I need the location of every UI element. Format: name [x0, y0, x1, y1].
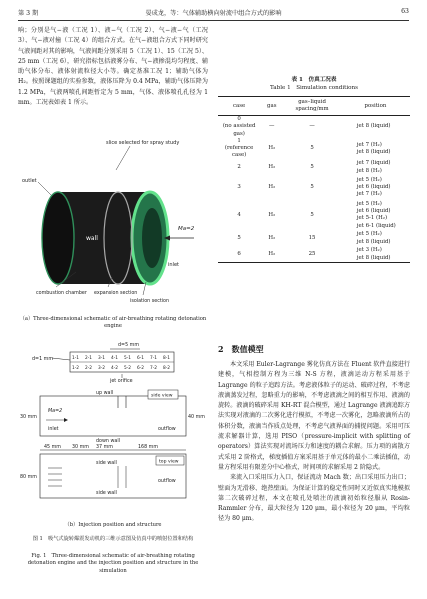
bottom-dimension-label: 168 mm [138, 445, 159, 450]
bottom-dimension-label: 45 mm [44, 445, 61, 450]
cell-position: jet 7 (liquid) jet 8 (H₂) [356, 160, 391, 174]
slice-leader [116, 146, 130, 170]
cell-spacing: 5 [310, 184, 314, 191]
cell-spacing: 5 [310, 145, 314, 152]
top-view-label: top view [159, 459, 179, 465]
header-case: case [218, 97, 260, 116]
table-1-caption [218, 76, 410, 92]
table-row [218, 231, 410, 247]
grid-cell-label: 7-2 [150, 366, 158, 371]
isolation-label [130, 298, 169, 304]
inlet-label: inlet [168, 262, 179, 268]
cell-position: jet 5 (H₂) jet 8 (liquid) [356, 231, 391, 245]
cell-case: 3 [237, 184, 241, 191]
ma-label: Ma=2 [178, 226, 195, 232]
cell-position: jet 7 (H₂) jet 8 (liquid) [356, 141, 391, 155]
cell-gas: H₂ [268, 164, 276, 171]
section-2-paragraph-2: 来流入口采用压力入口，保证流动 Mach 数；出口采用压力出口；壁面为无滑移、绝热壁面。为保证计算的稳定性同时又近似真实地模拟第二次破碎过程，本文在喷孔处喷注的液滴初始粒径服从 Rosin-Rammler 分布，最大粒径为 120 μm，最小粒径为 20 μm，平均粒径为 80 μm。 [218, 474, 410, 523]
outlet-label: outlet [22, 178, 37, 184]
grid-cell-label: 2-2 [85, 366, 93, 371]
wall-label: wall [86, 235, 98, 242]
intro-paragraph: 响；分别是气−液（工况 1）、液−气（工况 2）、气−液−气（工况 3）、气−液对撞（工况 4）的组合方式。在气−液组合方式下同时研究气液间距对其的影响，气液间距分别采用 5（工况 1）、15（工况 5）、25 mm（工况 6），研究指标包括液雾分布、气−液掺混均匀程度、辅助气体分布、液体射流粒径大小等。确定基准工况 1；辅助气体为 H₂。按照课题组的实验参数，液体压降为 0.4 MPa，辅助气体压降为 1.2 MPa，气液两喷孔间距暂定为 5 mm，气体、液体喷孔孔径为 1 mm。工况表如表 1 所示。 [18, 27, 208, 107]
bottom-dimension-label: 30 mm [72, 445, 89, 450]
grid-cell-label: 8-1 [163, 356, 171, 361]
cell-gas: H₂ [260, 247, 283, 263]
cell-case: 6 [218, 247, 260, 263]
cell-position: jet 5 (H₂) jet 6 (liquid) jet 7 (H₂) [356, 176, 391, 198]
grid-cell-label: 3-1 [98, 356, 106, 361]
section-2-paragraph-1: 本文采用 Euler-Lagrange 雾化仿真方法在 Fluent 软件直接进行建模，气相控制方程为三维 N-S 方程，液滴运动方程采用基于 Lagrange 的粒子追踪方法。考虑液体粒子的运动、破碎过程，不考虑液滴蒸发过程，忽略重力的影响，不考虑液滴之间的相互作用、液滴的旋转。液滴的破碎采用 KH-RT 混合模型，通过 Lagrange 液滴追踪方法实现对液滴的二次雾化进行模拟，不考虑一次雾化，忽略液滴所占的体积分数，液滴当作质点处理，不考虑气液界面的捕捉问题。采用可压流求解器计算，选用 PISO（pressure-implicit with splitting of operators）算法实现对流场压力和速度的耦合求解。压力项的离散方式采用 2 阶格式，梯度插值方案采用基于单元体的最小二乘法插值，动量方程采用有限差分中心格式，时间项的求解采用 2 阶隐式。 [218, 361, 410, 471]
table-row [218, 160, 410, 176]
table-1-title-en: Table 1 Simulation conditions [269, 85, 359, 91]
grid-cell-label: 6-2 [137, 366, 145, 371]
expansion-label [94, 290, 137, 296]
dim-30-label: 30 mm [20, 415, 37, 420]
dim-80-label: 80 mm [20, 475, 37, 480]
cell-case: 2 [237, 164, 241, 171]
table-1-title-zh: 表 1 仿真工况表 [291, 77, 337, 83]
grid-cell-label: 3-2 [98, 366, 106, 371]
figure-1-caption-en: Fig. 1 Three-dimensional schematic of air-breathing rotating detonation engine and the injection position and structure in the simulation [27, 553, 199, 574]
cell-gas: H₂ [268, 235, 276, 242]
side-view-label: side view [151, 393, 173, 399]
cell-spacing: 25 [283, 247, 341, 263]
cell-case: 0 (no assisted gas) [222, 116, 256, 137]
issue-number: 第 3 期 [18, 10, 39, 17]
figure-1a-caption: （a）Three-dimensional schematic of air-breathing rotating detonation engine [19, 316, 207, 330]
side-wall-top-label: side wall [96, 461, 117, 466]
running-title: 晏成龙，等：气体辅助横向射流中组合方式的影响 [145, 10, 282, 17]
down-wall-label: down wall [96, 439, 120, 444]
cell-gas: — [269, 123, 275, 130]
table-header-row [218, 97, 410, 116]
table-row [218, 116, 410, 138]
side-ma-label: Ma=2 [48, 409, 63, 414]
cell-case: 4 [237, 211, 241, 218]
inlet-core [142, 208, 162, 268]
cell-position: jet 3 (H₂) jet 8 (liquid) [341, 247, 410, 263]
outlet-face [42, 192, 74, 284]
cell-spacing: 15 [308, 235, 316, 242]
bottom-dimension-label: 37 mm [96, 445, 113, 450]
header-rule [18, 20, 409, 21]
grid-cell-label: 2-1 [85, 356, 93, 361]
combustion-label-text: combustion chamber [36, 291, 87, 296]
grid-cell-label: 6-1 [137, 356, 145, 361]
header-gas: gas [260, 97, 283, 116]
figure-1-caption-zh: 图 1 吸气式旋转爆震发动机的三维示意图及仿真中的喷射位置和结构 [32, 536, 194, 542]
grid-cell-label: 4-1 [111, 356, 119, 361]
table-row [218, 200, 410, 231]
dim-40-label: 40 mm [188, 415, 205, 420]
figure-1b-injection-structure [18, 338, 208, 518]
slice-label: slice selected for spray study [106, 140, 180, 146]
cell-gas: H₂ [268, 145, 276, 152]
jet-orifice-label: jet orifice [110, 379, 133, 384]
isolation-label-text: isolation section [130, 299, 170, 304]
dim-d1-label: d=1 mm [32, 357, 53, 362]
cell-spacing: 5 [310, 164, 314, 171]
outflow-label: outflow [158, 427, 176, 432]
grid-cell-label: 5-2 [124, 366, 132, 371]
up-wall-label: up wall [96, 391, 114, 396]
expansion-label-text: expansion section [94, 291, 138, 296]
running-header [18, 8, 409, 20]
figure-1b-caption: （b）Injection position and structure [64, 522, 162, 528]
section-2-body [218, 360, 410, 525]
cell-position: jet 8 (liquid) [356, 123, 391, 130]
cell-position: jet 5 (H₂) jet 6 (liquid) jet 5-1 (H₂) jet 6-1 (liquid) [356, 200, 396, 229]
side-inlet-label: inlet [48, 427, 59, 432]
dim-d5-label: d=5 mm [118, 343, 139, 348]
cell-case: 1 (reference case) [224, 137, 254, 159]
left-intro-text [18, 26, 208, 108]
cell-case: 5 [237, 235, 241, 242]
combustion-label [36, 290, 87, 296]
grid-cell-label: 5-1 [124, 356, 132, 361]
bottom-dimension-labels [44, 444, 158, 450]
dim-d1-leader [52, 358, 70, 360]
section-2-heading: 2 数值模型 [218, 344, 264, 354]
top-outflow-label: outflow [158, 479, 176, 484]
grid-cell-label: 1-1 [72, 356, 80, 361]
cell-spacing: — [309, 123, 315, 130]
header-position: position [341, 97, 410, 116]
side-wall-bottom-label: side wall [96, 491, 117, 496]
header-spacing: gas–liquid spacing/mm [283, 97, 341, 116]
grid-cell-label: 1-2 [72, 366, 80, 371]
simulation-conditions-table [218, 96, 410, 263]
table-row [218, 247, 410, 263]
page-number: 63 [401, 8, 409, 15]
table-row [218, 138, 410, 160]
cell-gas: H₂ [268, 211, 276, 218]
grid-cell-label: 4-2 [111, 366, 119, 371]
figure-1a-engine-schematic [18, 122, 208, 312]
grid-cell-label: 8-2 [163, 366, 171, 371]
table-row [218, 176, 410, 200]
cell-gas: H₂ [268, 184, 276, 191]
grid-cell-label: 7-1 [150, 356, 158, 361]
cell-spacing: 5 [310, 211, 314, 218]
